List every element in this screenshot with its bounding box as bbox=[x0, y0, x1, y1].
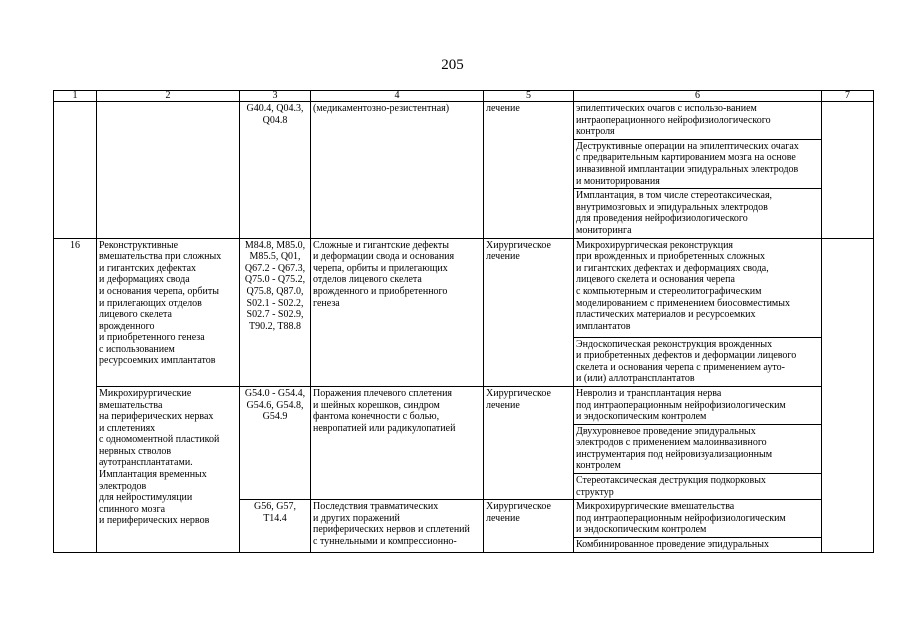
method-cell: Микрохирургические вмешательства под интраоперационным нейрофизиологическим и эндоскопическим контролем bbox=[574, 500, 822, 538]
medical-procedures-table bbox=[53, 90, 874, 553]
method-cell: Невролиз и трансплантация нерва под интраоперационным нейрофизиологическим и эндоскопическим контролем bbox=[574, 386, 822, 424]
row-number-cell bbox=[54, 102, 97, 239]
column-header: 6 bbox=[574, 91, 822, 102]
icd-codes-cell: M84.8, M85.0, M85.5, Q01, Q67.2 - Q67.3, Q75.0 - Q75.2, Q75.8, Q87.0, S02.1 - S02.2, S02.7 - S02.9, T90.2, T88.8 bbox=[240, 238, 311, 386]
table-header-row bbox=[54, 91, 874, 102]
treatment-type-cell: лечение bbox=[484, 102, 574, 239]
column-7-cell bbox=[822, 238, 874, 552]
intervention-name-cell: Микрохирургические вмешательства на периферических нервах и сплетениях с одномоментной пластикой нервных стволов аутотрансплантатами. Имплантация временных электродов для нейростимуляции спинного мозга и периферических нервов bbox=[97, 386, 240, 552]
column-header: 5 bbox=[484, 91, 574, 102]
column-header: 3 bbox=[240, 91, 311, 102]
patient-model-cell: Последствия травматических и других поражений периферических нервов и сплетений с туннельными и компрессионно- bbox=[311, 500, 484, 552]
method-cell: эпилептических очагов с использо-ванием интраоперационного нейрофизиологического контроля bbox=[574, 102, 822, 140]
method-cell: Комбинированное проведение эпидуральных bbox=[574, 538, 822, 553]
column-header: 7 bbox=[822, 91, 874, 102]
icd-codes-cell: G54.0 - G54.4, G54.6, G54.8, G54.9 bbox=[240, 386, 311, 499]
patient-model-cell: Сложные и гигантские дефекты и деформации свода и основания черепа, орбиты и прилегающих отделов лицевого скелета врожденного и приобретенного генеза bbox=[311, 238, 484, 386]
treatment-type-cell: Хирургическое лечение bbox=[484, 238, 574, 386]
method-cell: Имплантация, в том числе стереотаксическая, внутримозговых и эпидуральных электродов для проведения нейрофизиологического мониторинга bbox=[574, 189, 822, 238]
patient-model-cell: (медикаментозно-резистентная) bbox=[311, 102, 484, 239]
column-header: 4 bbox=[311, 91, 484, 102]
method-cell: Деструктивные операции на эпилептических очагах с предварительным картированием мозга на основе инвазивной имплантации эпидуральных электродов и мониторирования bbox=[574, 139, 822, 188]
icd-codes-cell: G56, G57, T14.4 bbox=[240, 500, 311, 552]
column-header: 2 bbox=[97, 91, 240, 102]
table-row bbox=[54, 238, 874, 337]
column-header: 1 bbox=[54, 91, 97, 102]
treatment-type-cell: Хирургическое лечение bbox=[484, 386, 574, 499]
patient-model-cell: Поражения плечевого сплетения и шейных корешков, синдром фантома конечности с болью, невропатией или радикулопатией bbox=[311, 386, 484, 499]
method-cell: Двухуровневое проведение эпидуральных электродов с применением малоинвазивного инструментария под нейровизуализационным контролем bbox=[574, 424, 822, 473]
icd-codes-cell: G40.4, Q04.3, Q04.8 bbox=[240, 102, 311, 239]
intervention-name-cell bbox=[97, 102, 240, 239]
method-cell: Эндоскопическая реконструкция врожденных и приобретенных дефектов и деформации лицевого скелета и основания черепа с применением ауто- и (или) аллотрансплантатов bbox=[574, 337, 822, 386]
row-number-cell: 16 bbox=[54, 238, 97, 552]
page-number: 205 bbox=[441, 57, 464, 73]
intervention-name-cell: Реконструктивные вмешательства при сложных и гигантских дефектах и деформациях свода и основания черепа, орбиты и прилегающих отделов лицевого скелета врожденного и приобретенного генеза с использованием ресурсоемких имплантатов bbox=[97, 238, 240, 386]
treatment-type-cell: Хирургическое лечение bbox=[484, 500, 574, 552]
table-row bbox=[54, 386, 874, 424]
method-cell: Стереотаксическая деструкция подкорковых структур bbox=[574, 474, 822, 500]
column-7-cell bbox=[822, 102, 874, 239]
table-row bbox=[54, 102, 874, 140]
method-cell: Микрохирургическая реконструкция при врожденных и приобретенных сложных и гигантских дефектах и деформациях свода, лицевого скелета и основания черепа с компьютерным и стереолитографическим моделированием с применением биосовместимых пластических материалов и ресурсоемких имплантатов bbox=[574, 238, 822, 337]
